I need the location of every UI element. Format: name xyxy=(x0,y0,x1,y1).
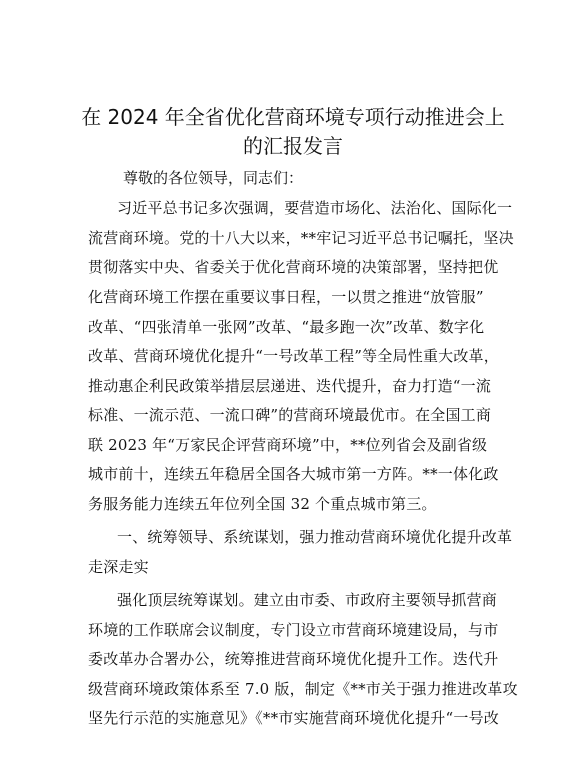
paragraph-2-line-5: 坚先行示范的实施意见》《**市实施营商环境优化提升“一号改 xyxy=(88,709,499,727)
paragraph-2-line-4: 级营商环境政策体系至 7.0 版，制定《**市关于强力推进改革攻 xyxy=(88,680,518,698)
section-1-heading-line-1: 一、统筹领导、系统谋划，强力推动营商环境优化提升改革 xyxy=(117,528,513,546)
paragraph-1-line-2: 流营商环境。党的十八大以来，**牢记习近平总书记嘱托，坚决 xyxy=(88,229,514,247)
paragraph-1-line-8: 标准、一流示范、一流口碑”的营商环境最优市。在全国工商 xyxy=(88,406,492,424)
paragraph-2-line-2: 环境的工作联席会议制度，专门设立市营商环境建设局，与市 xyxy=(88,621,499,639)
paragraph-1-line-7: 推动惠企利民政策举措层层递进、迭代提升，奋力打造“一流 xyxy=(88,377,492,395)
paragraph-1-line-4: 化营商环境工作摆在重要议事日程，一以贯之推进“放管服” xyxy=(88,288,484,306)
document-title-line-2: 的汇报发言 xyxy=(243,134,343,158)
paragraph-1-line-9: 联 2023 年“万家民企评营商环境”中，**位列省会及副省级 xyxy=(88,436,488,454)
paragraph-1-line-6: 改革、营商环境优化提升“一号改革工程”等全局性重大改革， xyxy=(88,347,499,365)
paragraph-1-line-11: 务服务能力连续五年位列全国 32 个重点城市第三。 xyxy=(88,495,437,513)
document-title-line-1: 在 2024 年全省优化营商环境专项行动推进会上 xyxy=(81,105,505,129)
paragraph-1-line-5: 改革、“四张清单一张网”改革、“最多跑一次”改革、数字化 xyxy=(88,318,485,336)
paragraph-1-line-3: 贯彻落实中央、省委关于优化营商环境的决策部署，坚持把优 xyxy=(88,258,499,276)
section-1-heading-line-2: 走深走实 xyxy=(88,558,149,576)
paragraph-2-line-3: 委改革办合署办公，统筹推进营商环境优化提升工作。迭代升 xyxy=(88,650,499,668)
paragraph-1-line-1: 习近平总书记多次强调，要营造市场化、法治化、国际化一 xyxy=(117,199,513,217)
greeting: 尊敬的各位领导，同志们： xyxy=(123,169,304,187)
paragraph-1-line-10: 城市前十，连续五年稳居全国各大城市第一方阵。**一体化政 xyxy=(88,465,499,483)
paragraph-2-line-1: 强化顶层统筹谋划。建立由市委、市政府主要领导抓营商 xyxy=(117,591,498,609)
